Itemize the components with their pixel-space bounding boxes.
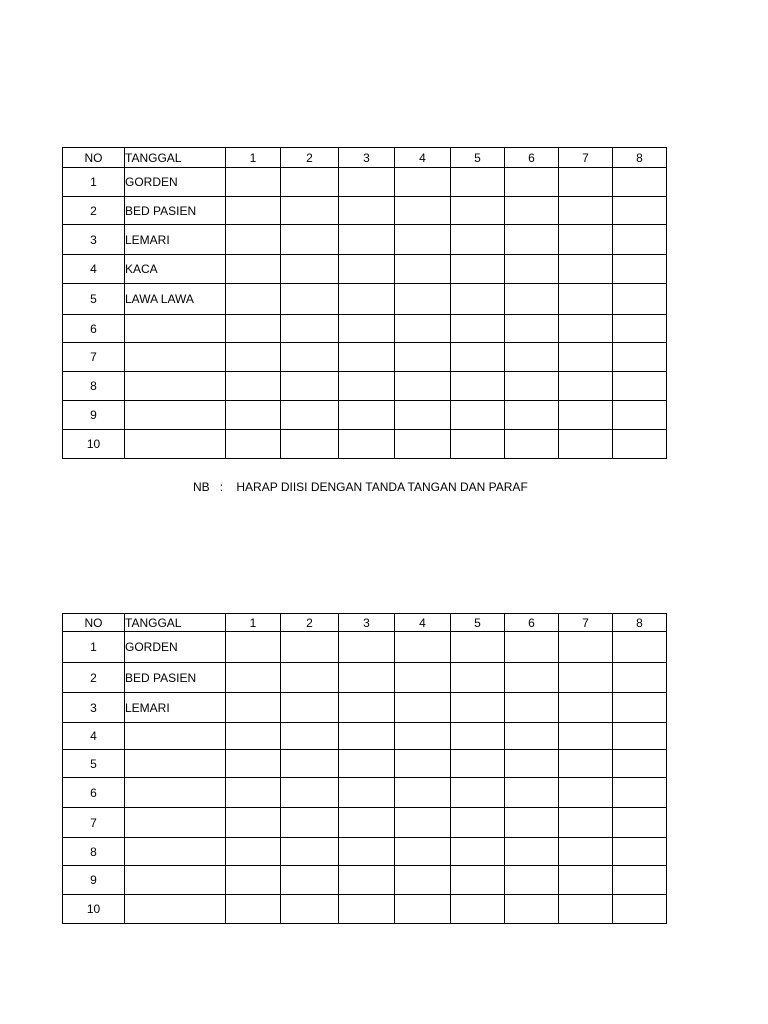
- signature-cell-day-7[interactable]: [559, 866, 613, 895]
- signature-cell-day-1[interactable]: [226, 778, 281, 808]
- signature-cell-day-6[interactable]: [505, 430, 559, 459]
- row-item: LEMARI: [125, 225, 226, 255]
- header-day: 6: [505, 148, 559, 168]
- signature-cell-day-2[interactable]: [281, 430, 339, 459]
- signature-cell-day-5[interactable]: [451, 255, 505, 284]
- signature-cell-day-3[interactable]: [339, 750, 395, 778]
- row-number: 9: [63, 866, 125, 895]
- signature-cell-day-3[interactable]: [339, 197, 395, 225]
- signature-cell-day-3[interactable]: [339, 430, 395, 459]
- signature-cell-day-6[interactable]: [505, 372, 559, 401]
- signature-cell-day-1[interactable]: [226, 838, 281, 866]
- signature-cell-day-8[interactable]: [613, 168, 667, 197]
- signature-cell-day-8[interactable]: [613, 225, 667, 255]
- signature-cell-day-1[interactable]: [226, 284, 281, 315]
- row-number: 10: [63, 430, 125, 459]
- signature-cell-day-5[interactable]: [451, 723, 505, 750]
- signature-cell-day-6[interactable]: [505, 225, 559, 255]
- row-item: LAWA LAWA: [125, 284, 226, 315]
- signature-cell-day-8[interactable]: [613, 632, 667, 663]
- signature-cell-day-4[interactable]: [395, 315, 451, 343]
- signature-cell-day-8[interactable]: [613, 693, 667, 723]
- signature-cell-day-2[interactable]: [281, 895, 339, 924]
- table-row: [63, 866, 667, 895]
- signature-cell-day-6[interactable]: [505, 315, 559, 343]
- signature-cell-day-4[interactable]: [395, 693, 451, 723]
- table-row: [63, 895, 667, 924]
- row-item: [125, 315, 226, 343]
- signature-cell-day-8[interactable]: [613, 778, 667, 808]
- signature-cell-day-6[interactable]: [505, 663, 559, 693]
- signature-cell-day-4[interactable]: [395, 372, 451, 401]
- signature-cell-day-8[interactable]: [613, 197, 667, 225]
- signature-cell-day-2[interactable]: [281, 255, 339, 284]
- row-number: 6: [63, 315, 125, 343]
- header-day: 8: [613, 148, 667, 168]
- row-number: 4: [63, 255, 125, 284]
- signature-cell-day-1[interactable]: [226, 197, 281, 225]
- signature-cell-day-7[interactable]: [559, 693, 613, 723]
- table-row: [63, 255, 667, 284]
- row-number: 4: [63, 723, 125, 750]
- signature-cell-day-1[interactable]: [226, 430, 281, 459]
- signature-cell-day-6[interactable]: [505, 693, 559, 723]
- table-row: [63, 838, 667, 866]
- row-number: 1: [63, 632, 125, 663]
- header-day: 7: [559, 148, 613, 168]
- signature-cell-day-7[interactable]: [559, 808, 613, 838]
- row-item: [125, 750, 226, 778]
- row-number: 5: [63, 284, 125, 315]
- signature-cell-day-7[interactable]: [559, 284, 613, 315]
- signature-cell-day-7[interactable]: [559, 168, 613, 197]
- signature-cell-day-2[interactable]: [281, 343, 339, 372]
- signature-cell-day-5[interactable]: [451, 284, 505, 315]
- row-item: [125, 838, 226, 866]
- signature-cell-day-4[interactable]: [395, 778, 451, 808]
- signature-cell-day-1[interactable]: [226, 225, 281, 255]
- signature-cell-day-3[interactable]: [339, 838, 395, 866]
- header-day: 2: [281, 148, 339, 168]
- signature-cell-day-6[interactable]: [505, 750, 559, 778]
- signature-cell-day-8[interactable]: [613, 895, 667, 924]
- signature-cell-day-1[interactable]: [226, 343, 281, 372]
- table-row: [63, 315, 667, 343]
- row-item: [125, 372, 226, 401]
- signature-cell-day-3[interactable]: [339, 778, 395, 808]
- signature-cell-day-3[interactable]: [339, 723, 395, 750]
- table-row: [63, 723, 667, 750]
- signature-cell-day-7[interactable]: [559, 838, 613, 866]
- signature-cell-day-4[interactable]: [395, 401, 451, 430]
- signature-cell-day-3[interactable]: [339, 693, 395, 723]
- table-row: [63, 430, 667, 459]
- row-number: 10: [63, 895, 125, 924]
- header-day: 5: [451, 614, 505, 632]
- signature-cell-day-3[interactable]: [339, 255, 395, 284]
- signature-cell-day-5[interactable]: [451, 315, 505, 343]
- signature-cell-day-4[interactable]: [395, 632, 451, 663]
- row-item: [125, 430, 226, 459]
- header-day: 7: [559, 614, 613, 632]
- table-row: [63, 632, 667, 663]
- signature-cell-day-3[interactable]: [339, 343, 395, 372]
- signature-cell-day-6[interactable]: [505, 895, 559, 924]
- signature-cell-day-8[interactable]: [613, 838, 667, 866]
- table-row: [63, 343, 667, 372]
- signature-cell-day-1[interactable]: [226, 255, 281, 284]
- signature-cell-day-1[interactable]: [226, 866, 281, 895]
- signature-cell-day-6[interactable]: [505, 168, 559, 197]
- row-number: 7: [63, 343, 125, 372]
- table-row: [63, 663, 667, 693]
- signature-cell-day-5[interactable]: [451, 866, 505, 895]
- row-number: 2: [63, 663, 125, 693]
- cleaning-checklist-table-1: [62, 147, 667, 459]
- signature-cell-day-2[interactable]: [281, 315, 339, 343]
- signature-cell-day-8[interactable]: [613, 808, 667, 838]
- signature-cell-day-8[interactable]: [613, 284, 667, 315]
- signature-cell-day-2[interactable]: [281, 693, 339, 723]
- signature-cell-day-4[interactable]: [395, 168, 451, 197]
- signature-cell-day-7[interactable]: [559, 225, 613, 255]
- header-no: NO: [63, 614, 125, 632]
- signature-cell-day-3[interactable]: [339, 401, 395, 430]
- signature-cell-day-7[interactable]: [559, 778, 613, 808]
- header-day: 4: [395, 148, 451, 168]
- signature-cell-day-5[interactable]: [451, 168, 505, 197]
- signature-cell-day-6[interactable]: [505, 838, 559, 866]
- table-header-row: [63, 148, 667, 168]
- signature-cell-day-4[interactable]: [395, 197, 451, 225]
- signature-cell-day-4[interactable]: [395, 895, 451, 924]
- signature-cell-day-1[interactable]: [226, 372, 281, 401]
- signature-cell-day-2[interactable]: [281, 750, 339, 778]
- signature-cell-day-2[interactable]: [281, 401, 339, 430]
- note-prefix: NB: [193, 480, 210, 494]
- signature-cell-day-4[interactable]: [395, 808, 451, 838]
- signature-cell-day-8[interactable]: [613, 750, 667, 778]
- signature-cell-day-4[interactable]: [395, 838, 451, 866]
- note-text: HARAP DIISI DENGAN TANDA TANGAN DAN PARAF: [236, 480, 528, 494]
- signature-cell-day-3[interactable]: [339, 895, 395, 924]
- signature-cell-day-2[interactable]: [281, 663, 339, 693]
- header-day: 1: [226, 148, 281, 168]
- header-tanggal: TANGGAL: [125, 148, 226, 168]
- header-day: 2: [281, 614, 339, 632]
- signature-cell-day-8[interactable]: [613, 315, 667, 343]
- row-item: BED PASIEN: [125, 197, 226, 225]
- note-line: [193, 480, 528, 494]
- header-day: 3: [339, 614, 395, 632]
- signature-cell-day-2[interactable]: [281, 866, 339, 895]
- signature-cell-day-6[interactable]: [505, 197, 559, 225]
- signature-cell-day-4[interactable]: [395, 255, 451, 284]
- row-item: [125, 808, 226, 838]
- signature-cell-day-1[interactable]: [226, 723, 281, 750]
- table-row: [63, 808, 667, 838]
- signature-cell-day-7[interactable]: [559, 372, 613, 401]
- table-row: [63, 284, 667, 315]
- header-day: 8: [613, 614, 667, 632]
- signature-cell-day-2[interactable]: [281, 723, 339, 750]
- signature-cell-day-3[interactable]: [339, 372, 395, 401]
- header-day: 4: [395, 614, 451, 632]
- signature-cell-day-5[interactable]: [451, 225, 505, 255]
- row-item: [125, 401, 226, 430]
- signature-cell-day-3[interactable]: [339, 315, 395, 343]
- signature-cell-day-6[interactable]: [505, 343, 559, 372]
- signature-cell-day-5[interactable]: [451, 808, 505, 838]
- signature-cell-day-5[interactable]: [451, 372, 505, 401]
- header-no: NO: [63, 148, 125, 168]
- header-day: 6: [505, 614, 559, 632]
- signature-cell-day-7[interactable]: [559, 663, 613, 693]
- header-day: 5: [451, 148, 505, 168]
- signature-cell-day-7[interactable]: [559, 750, 613, 778]
- row-number: 6: [63, 778, 125, 808]
- signature-cell-day-4[interactable]: [395, 430, 451, 459]
- signature-cell-day-1[interactable]: [226, 632, 281, 663]
- signature-cell-day-7[interactable]: [559, 343, 613, 372]
- row-number: 3: [63, 225, 125, 255]
- signature-cell-day-6[interactable]: [505, 284, 559, 315]
- signature-cell-day-2[interactable]: [281, 838, 339, 866]
- signature-cell-day-3[interactable]: [339, 168, 395, 197]
- row-number: 8: [63, 838, 125, 866]
- table-row: [63, 197, 667, 225]
- signature-cell-day-7[interactable]: [559, 401, 613, 430]
- signature-cell-day-5[interactable]: [451, 895, 505, 924]
- signature-cell-day-7[interactable]: [559, 632, 613, 663]
- signature-cell-day-1[interactable]: [226, 895, 281, 924]
- signature-cell-day-5[interactable]: [451, 693, 505, 723]
- row-number: 5: [63, 750, 125, 778]
- row-item: [125, 895, 226, 924]
- signature-cell-day-1[interactable]: [226, 315, 281, 343]
- signature-cell-day-5[interactable]: [451, 750, 505, 778]
- signature-cell-day-5[interactable]: [451, 778, 505, 808]
- signature-cell-day-7[interactable]: [559, 315, 613, 343]
- table-row: [63, 693, 667, 723]
- signature-cell-day-4[interactable]: [395, 866, 451, 895]
- signature-cell-day-7[interactable]: [559, 255, 613, 284]
- table-row: [63, 401, 667, 430]
- row-number: 1: [63, 168, 125, 197]
- row-number: 3: [63, 693, 125, 723]
- table-row: [63, 168, 667, 197]
- signature-cell-day-8[interactable]: [613, 663, 667, 693]
- signature-cell-day-3[interactable]: [339, 808, 395, 838]
- signature-cell-day-3[interactable]: [339, 225, 395, 255]
- signature-cell-day-3[interactable]: [339, 632, 395, 663]
- row-item: BED PASIEN: [125, 663, 226, 693]
- table-row: [63, 225, 667, 255]
- signature-cell-day-2[interactable]: [281, 372, 339, 401]
- signature-cell-day-2[interactable]: [281, 168, 339, 197]
- signature-cell-day-7[interactable]: [559, 197, 613, 225]
- row-item: GORDEN: [125, 168, 226, 197]
- signature-cell-day-1[interactable]: [226, 401, 281, 430]
- row-item: [125, 866, 226, 895]
- cleaning-checklist-table-2: [62, 613, 667, 924]
- signature-cell-day-2[interactable]: [281, 778, 339, 808]
- row-number: 7: [63, 808, 125, 838]
- signature-cell-day-8[interactable]: [613, 343, 667, 372]
- signature-cell-day-4[interactable]: [395, 750, 451, 778]
- signature-cell-day-1[interactable]: [226, 663, 281, 693]
- signature-cell-day-5[interactable]: [451, 343, 505, 372]
- header-day: 3: [339, 148, 395, 168]
- table-row: [63, 778, 667, 808]
- signature-cell-day-7[interactable]: [559, 723, 613, 750]
- signature-cell-day-2[interactable]: [281, 197, 339, 225]
- signature-cell-day-2[interactable]: [281, 808, 339, 838]
- row-item: [125, 778, 226, 808]
- signature-cell-day-3[interactable]: [339, 284, 395, 315]
- signature-cell-day-1[interactable]: [226, 750, 281, 778]
- signature-cell-day-4[interactable]: [395, 663, 451, 693]
- signature-cell-day-2[interactable]: [281, 632, 339, 663]
- signature-cell-day-6[interactable]: [505, 808, 559, 838]
- signature-cell-day-5[interactable]: [451, 663, 505, 693]
- signature-cell-day-1[interactable]: [226, 808, 281, 838]
- signature-cell-day-5[interactable]: [451, 632, 505, 663]
- signature-cell-day-8[interactable]: [613, 430, 667, 459]
- signature-cell-day-1[interactable]: [226, 693, 281, 723]
- signature-cell-day-6[interactable]: [505, 255, 559, 284]
- row-number: 8: [63, 372, 125, 401]
- signature-cell-day-1[interactable]: [226, 168, 281, 197]
- signature-cell-day-8[interactable]: [613, 866, 667, 895]
- signature-cell-day-4[interactable]: [395, 284, 451, 315]
- table-header-row: [63, 614, 667, 632]
- row-item: [125, 723, 226, 750]
- signature-cell-day-5[interactable]: [451, 838, 505, 866]
- header-day: 1: [226, 614, 281, 632]
- table-row: [63, 372, 667, 401]
- signature-cell-day-5[interactable]: [451, 401, 505, 430]
- signature-cell-day-4[interactable]: [395, 723, 451, 750]
- note-separator: :: [219, 480, 224, 494]
- signature-cell-day-8[interactable]: [613, 723, 667, 750]
- row-item: [125, 343, 226, 372]
- signature-cell-day-6[interactable]: [505, 866, 559, 895]
- signature-cell-day-2[interactable]: [281, 284, 339, 315]
- signature-cell-day-8[interactable]: [613, 372, 667, 401]
- signature-cell-day-4[interactable]: [395, 225, 451, 255]
- signature-cell-day-8[interactable]: [613, 255, 667, 284]
- signature-cell-day-7[interactable]: [559, 895, 613, 924]
- signature-cell-day-8[interactable]: [613, 401, 667, 430]
- signature-cell-day-3[interactable]: [339, 663, 395, 693]
- header-tanggal: TANGGAL: [125, 614, 226, 632]
- signature-cell-day-4[interactable]: [395, 343, 451, 372]
- signature-cell-day-6[interactable]: [505, 401, 559, 430]
- row-item: GORDEN: [125, 632, 226, 663]
- signature-cell-day-5[interactable]: [451, 197, 505, 225]
- table-row: [63, 750, 667, 778]
- row-item: KACA: [125, 255, 226, 284]
- signature-cell-day-2[interactable]: [281, 225, 339, 255]
- signature-cell-day-6[interactable]: [505, 632, 559, 663]
- signature-cell-day-6[interactable]: [505, 723, 559, 750]
- row-number: 9: [63, 401, 125, 430]
- signature-cell-day-7[interactable]: [559, 430, 613, 459]
- signature-cell-day-6[interactable]: [505, 778, 559, 808]
- row-item: LEMARI: [125, 693, 226, 723]
- row-number: 2: [63, 197, 125, 225]
- signature-cell-day-3[interactable]: [339, 866, 395, 895]
- signature-cell-day-5[interactable]: [451, 430, 505, 459]
